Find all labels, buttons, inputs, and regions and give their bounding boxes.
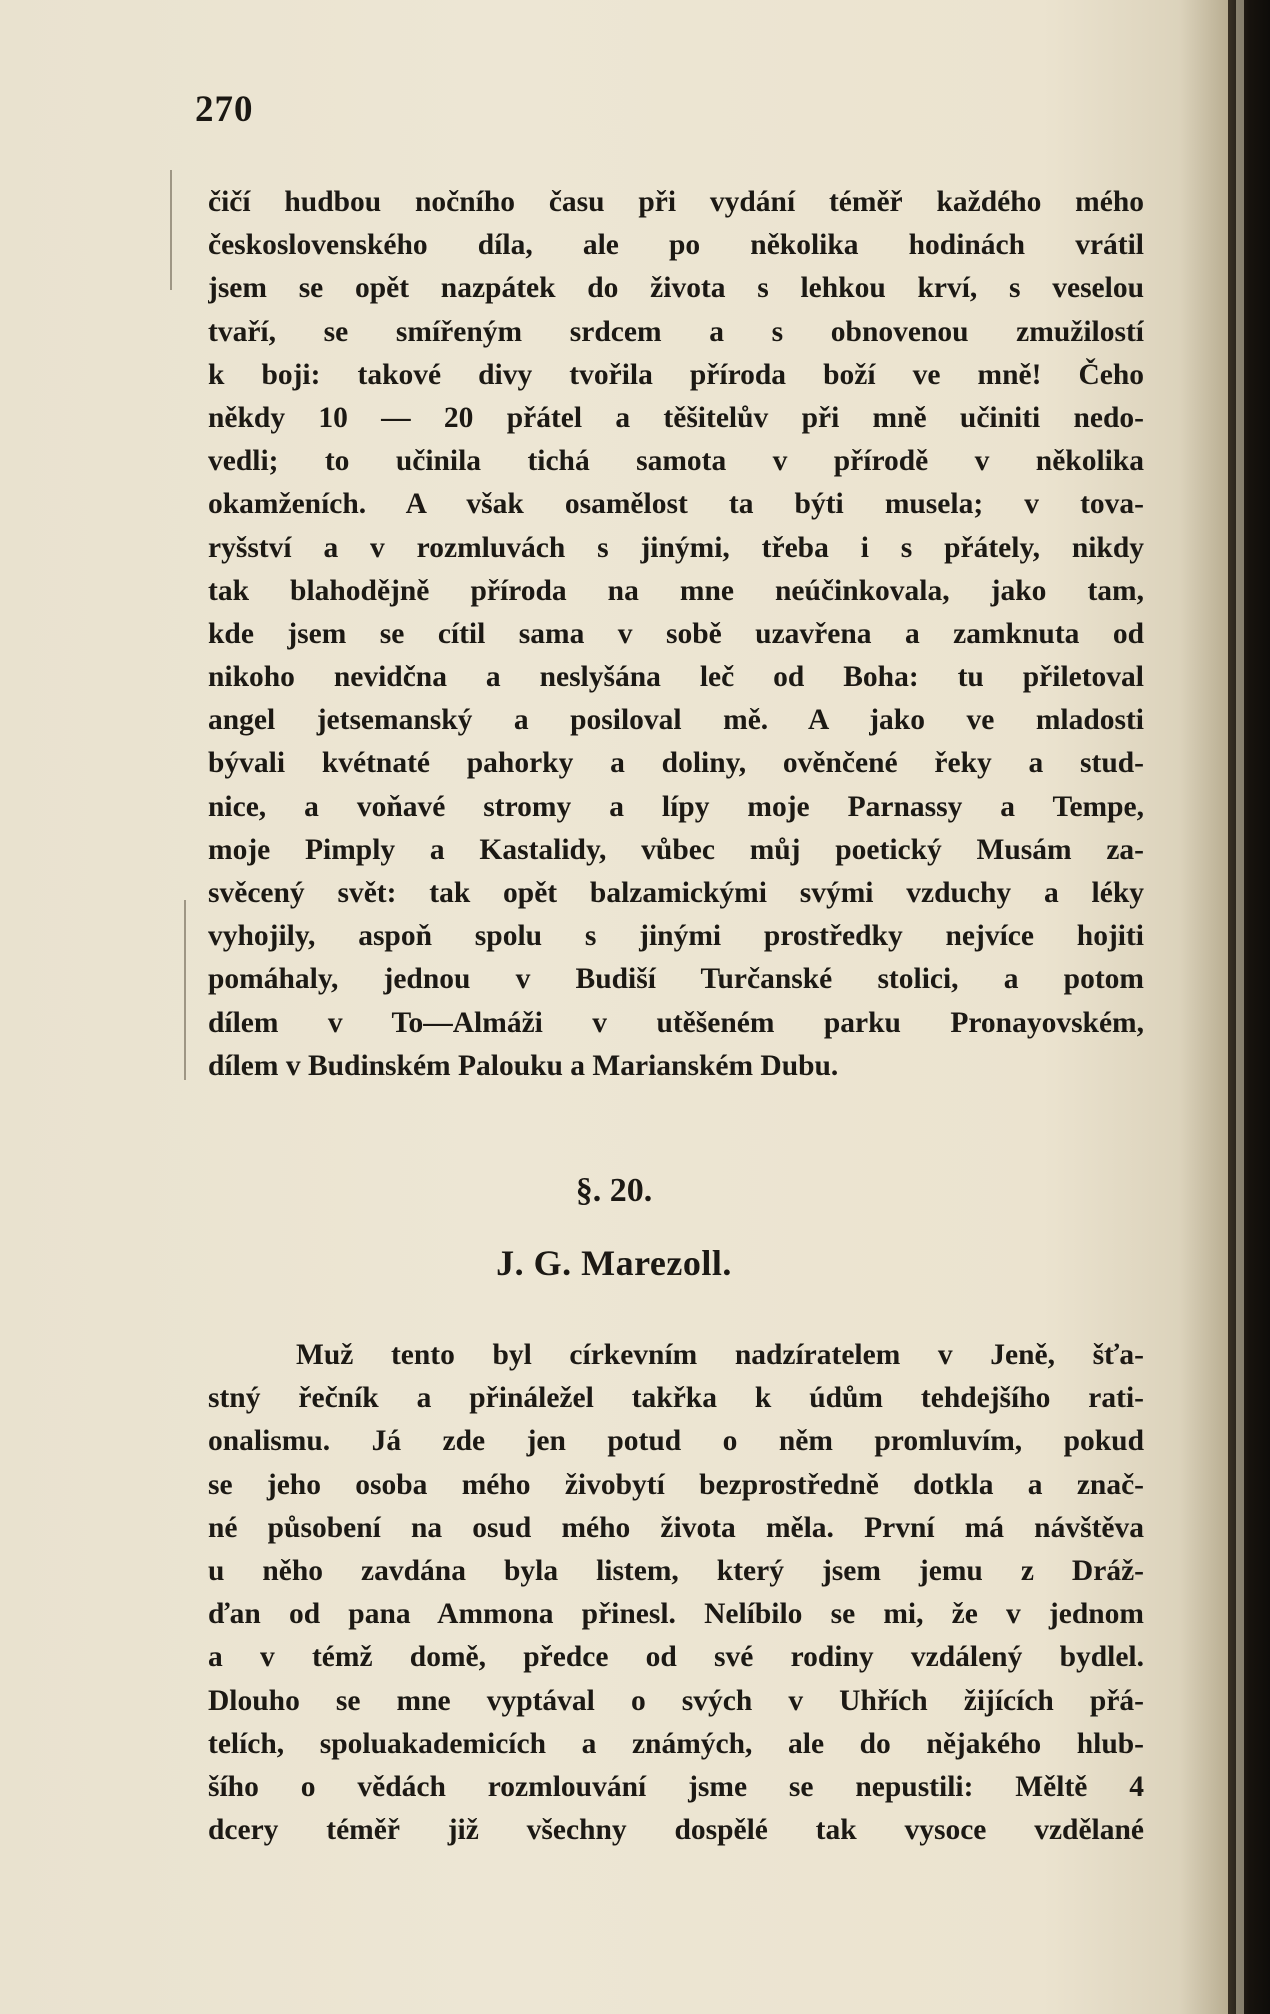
text-line: někdy 10 — 20 přátel a těšitelův při mně učiniti nedo- — [208, 401, 1144, 434]
margin-pencil-mark — [184, 900, 186, 1080]
text-line: svěcený svět: tak opět balzamickými svými vzduchy a léky — [208, 877, 1144, 909]
text-line: Muž tento byl církevním nadzíratelem v Jeně, šťa- — [296, 1339, 1144, 1371]
text-line: dílem v To—Almáži v utěšeném parku Pronayovském, — [208, 1006, 1144, 1039]
text-line: né působení na osud mého života měla. První má návštěva — [208, 1511, 1144, 1544]
text-line: dcery téměř již všechny dospělé tak vysoce vzdělané — [208, 1814, 1144, 1847]
text-line: ďan od pana Ammona přinesl. Nelíbilo se mi, že v jednom — [208, 1598, 1144, 1631]
book-spine-shadow — [1228, 0, 1270, 2014]
text-line: tak blahodějně příroda na mne neúčinkovala, jako tam, — [208, 574, 1144, 607]
text-line: nikoho nevidčna a neslyšána leč od Boha: tu přiletoval — [208, 661, 1144, 694]
text-line: u něho zavdána byla listem, který jsem jemu z Dráž- — [208, 1554, 1144, 1587]
text-line: nice, a voňavé stromy a lípy moje Parnassy a Tempe, — [208, 790, 1144, 823]
next-page-edge — [1236, 0, 1244, 2014]
text-line: moje Pimply a Kastalidy, vůbec můj poetický Musám za- — [208, 833, 1144, 866]
section-number: §. 20. — [575, 1172, 653, 1209]
text-line: se jeho osoba mého živobytí bezprostředně dotkla a znač- — [208, 1468, 1144, 1501]
text-line: vedli; to učinila tichá samota v přírodě v několika — [208, 445, 1144, 478]
text-line: onalismu. Já zde jen potud o něm promluvím, pokud — [208, 1425, 1144, 1458]
margin-pencil-mark — [170, 170, 172, 290]
text-line: kde jsem se cítil sama v sobě uzavřena a zamknuta od — [208, 617, 1144, 650]
text-line: stný řečník a přináležel takřka k údům tehdejšího rati- — [208, 1382, 1144, 1415]
text-line: k boji: takové divy tvořila příroda boží ve mně! Čeho — [208, 358, 1144, 391]
text-line: šího o vědách rozmlouvání jsme se nepustili: Měltě 4 — [208, 1770, 1144, 1803]
text-line: bývali kvétnaté pahorky a doliny, ověnčené řeky a stud- — [208, 747, 1144, 780]
paragraph-marezoll — [208, 1334, 1144, 1852]
page-number: 270 — [195, 89, 254, 130]
text-line: ryšství a v rozmluvách s jinými, třeba i s přátely, nikdy — [208, 531, 1144, 564]
text-line: jsem se opět nazpátek do života s lehkou krví, s veselou — [208, 272, 1144, 305]
section-title: J. G. Marezoll. — [496, 1243, 732, 1283]
text-line: a v témž domě, předce od své rodiny vzdálený bydlel. — [208, 1641, 1144, 1674]
text-line: Dlouho se mne vyptával o svých v Uhřích žijících přá- — [208, 1684, 1144, 1717]
text-line: čičí hudbou nočního času při vydání téměř každého mého — [208, 186, 1144, 218]
text-line: vyhojily, aspoň spolu s jinými prostředky nejvíce hojiti — [208, 920, 1144, 953]
text-line: okamženích. A však osamělost ta býti musela; v tova- — [208, 488, 1144, 521]
text-line: československého díla, ale po několika hodinách vrátil — [208, 229, 1144, 262]
text-line: pomáhaly, jednou v Budiší Turčanské stolici, a potom — [208, 963, 1144, 996]
text-line: telích, spoluakademicích a známých, ale do nějakého hlub- — [208, 1727, 1144, 1760]
text-line: tvaří, se smířeným srdcem a s obnovenou zmužilostí — [208, 315, 1144, 348]
paragraph-continued — [208, 181, 1144, 1088]
text-line: dílem v Budinském Palouku a Marianském Dubu. — [208, 1049, 839, 1082]
text-line: angel jetsemanský a posiloval mě. A jako ve mladosti — [208, 704, 1144, 737]
